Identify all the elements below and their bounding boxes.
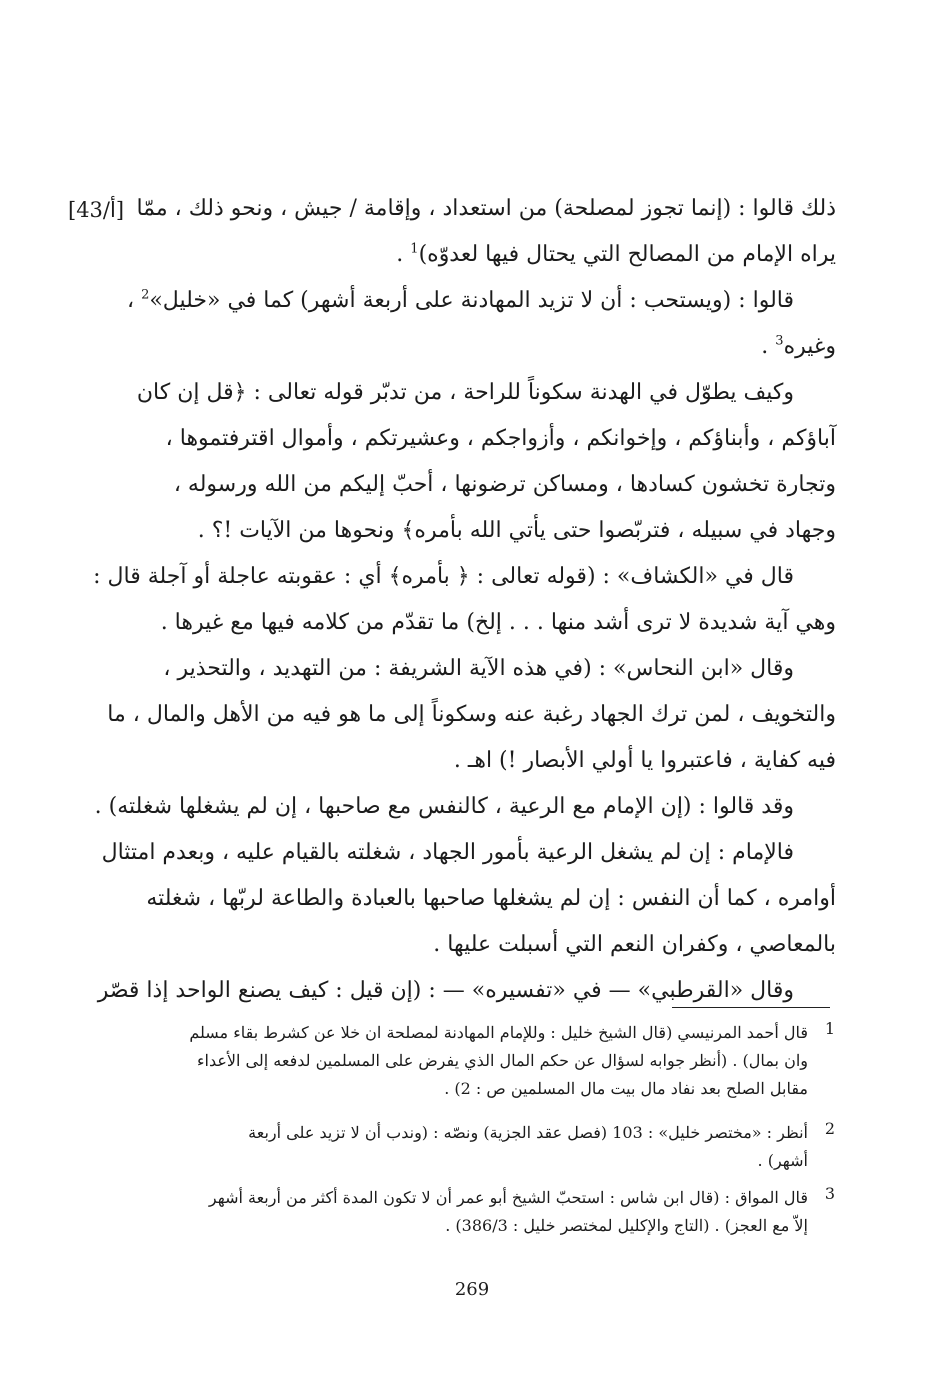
paragraph <box>107 646 836 784</box>
text-line <box>156 462 836 508</box>
punctuation: . <box>761 334 776 359</box>
footnote-line: إلاّ مع العجز) . (التاج والإكليل لمختصر خليل : 386/3) . <box>445 1216 808 1235</box>
line-text: فالإمام : إن لم يشغل الرعية بأمور الجهاد ، شغلته بالقيام عليه ، وبعدم امتثال <box>101 840 794 865</box>
paragraph <box>93 554 836 646</box>
text-line <box>107 692 836 738</box>
line-text: ذلك قالوا : (إنما تجوز لمصلحة) من استعداد ، وإقامة / جيش ، ونحو ذلك ، ممّا <box>136 196 836 221</box>
line-text: فيه كفاية ، فاعتبروا يا أولي الأبصار !) اهـ . <box>453 748 836 773</box>
line-text: بالمعاصي ، وكفران النعم التي أسبلت عليها . <box>433 932 836 957</box>
footnote-number: 1 <box>824 1019 836 1038</box>
line-text: قالوا : (ويستحب : أن لا تزيد المهادنة على أربعة أشهر) كما في «خليل» <box>149 288 794 313</box>
text-line <box>136 370 836 416</box>
line-text: وقال «ابن النحاس» : (في هذه الآية الشريفة : من التهديد ، والتحذير ، <box>163 656 794 681</box>
paragraph <box>136 370 836 554</box>
text-line <box>94 784 836 830</box>
text-line <box>156 646 836 692</box>
line-text: وجهاد في سبيله ، فتربّصوا حتى يأتي الله بأمره﴾ ونحوها من الآيات !؟ . <box>197 518 836 543</box>
text-line <box>156 600 836 646</box>
punctuation: ، <box>126 288 142 313</box>
footnote-line: أنظر : «مختصر خليل» : 103 (فصل عقد الجزية) ونصّه : (وندب أن لا تزيد على أربعة <box>248 1123 808 1142</box>
footnote-line: مقابل الصلح بعد نفاد مال بيت مال المسلمين ص : 2) . <box>444 1079 808 1098</box>
footnote-line: أشهر) . <box>757 1151 808 1170</box>
paragraph <box>136 186 836 278</box>
page-number: 269 <box>454 1279 490 1300</box>
text-line <box>156 922 836 968</box>
line-text: وكيف يطوّل في الهدنة سكوناً للراحة ، من تدبّر قوله تعالى : ﴿قل إن كان <box>136 380 794 405</box>
footnote-line: قال المواق : (قال ابن شاس : استحبّ الشيخ أبو عمر أن لا تكون المدة أكثر من أربعة أشهر <box>208 1188 808 1207</box>
text-line <box>146 876 836 922</box>
text-line <box>136 186 836 232</box>
footnote <box>158 1184 836 1240</box>
line-text: يراه الإمام من المصالح التي يحتال فيها لعدوّه) <box>418 242 836 267</box>
footnote-line: وان بمال) . (أنظر جوابه لسؤال عن حكم المال الذي يفرض على المسلمين لدفعه إلى الأعداء <box>196 1051 808 1070</box>
footnote-number: 2 <box>824 1119 836 1138</box>
footnote-number: 3 <box>824 1184 836 1203</box>
margin-folio-marker: [43/أ] <box>68 198 125 222</box>
paragraph <box>101 830 836 968</box>
footnote-reference[interactable]: 1 <box>410 241 419 257</box>
footnote <box>158 1019 836 1103</box>
text-line <box>101 830 836 876</box>
text-line <box>156 416 836 462</box>
paragraph <box>126 278 836 324</box>
line-text: وغيره <box>783 334 836 359</box>
text-line <box>156 738 836 784</box>
text-line <box>126 278 836 324</box>
text-line <box>156 324 836 370</box>
line-text: وهي آية شديدة لا ترى أشد منها . . . إلخ) ما تقدّم من كلامه فيها مع غيرها . <box>160 610 836 635</box>
text-line <box>156 232 836 278</box>
paragraph <box>94 784 836 830</box>
text-line <box>156 508 836 554</box>
punctuation: . <box>396 242 411 267</box>
line-text: أوامره ، كما أن النفس : إن لم يشغلها صاحبها بالعبادة والطاعة لربّها ، شغلته <box>146 886 836 911</box>
line-text: والتخويف ، لمن ترك الجهاد رغبة عنه وسكوناً إلى ما هو فيه من الأهل والمال ، ما <box>107 702 836 727</box>
text-line <box>93 554 836 600</box>
line-text: قال في «الكشاف» : (قوله تعالى : ﴿ بأمره﴾ أي : عقوبته عاجلة أو آجلة قال : <box>93 564 794 589</box>
line-text: وقال «القرطبي» — في «تفسيره» — : (إن قيل : كيف يصنع الواحد إذا قصّر <box>97 978 794 1003</box>
footnote-reference[interactable]: 2 <box>141 287 150 303</box>
footnote <box>158 1119 836 1175</box>
line-text: آباؤكم ، وأبناؤكم ، وإخوانكم ، وأزواجكم ، وعشيرتكم ، وأموال اقترفتموها ، <box>165 426 836 451</box>
footnote-separator <box>672 1007 830 1008</box>
line-text: وتجارة تخشون كسادها ، ومساكن ترضونها ، أحبّ إليكم من الله ورسوله ، <box>173 472 836 497</box>
footnote-line: قال أحمد المرنيسي (قال الشيخ خليل : وللإمام المهادنة لمصلحة ان خلا عن كشرط بقاء مسلم <box>189 1023 808 1042</box>
line-text: وقد قالوا : (إن الإمام مع الرعية ، كالنفس مع صاحبها ، إن لم يشغلها شغلته) . <box>94 794 794 819</box>
paragraph <box>156 324 836 370</box>
footnote-reference[interactable]: 3 <box>775 333 784 349</box>
